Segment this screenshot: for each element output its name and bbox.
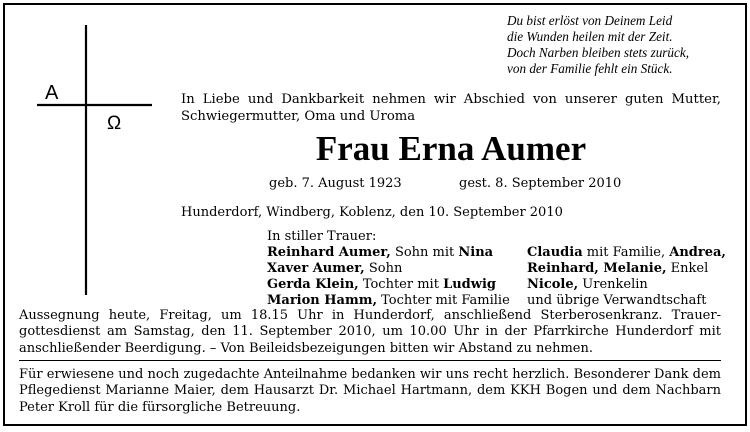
poem-line: von der Familie fehlt ein Stück. [507,61,673,76]
mourner-row: Gerda Klein, Tochter mit Ludwig [267,277,496,292]
mourner-row: Xaver Aumer, Sohn [267,261,403,276]
alpha-symbol: A [45,82,59,104]
thanks-text: Für erwiesene und noch zugedachte Anteilnahme bedanken wir uns recht herzlich. Besonderer Dank dem Pflegedienst Marianne Maier, dem Hausarzt Dr. Michael Hartmann, dem KKH Bogen und dem Nachbarn Peter Kroll für die fürsorgliche Betreuung. [19,367,721,415]
omega-symbol: Ω [107,113,122,134]
poem-line: die Wunden heilen mit der Zeit. [507,29,673,44]
mourner-row: Nicole, Urenkelin [527,277,648,292]
mourners-left-column [267,245,510,309]
cross-alpha-omega-icon [37,25,157,295]
mourner-row: Reinhard, Melanie, Enkel [527,261,709,276]
birth-date: geb. 7. August 1923 [269,176,402,191]
obituary-notice [3,3,747,426]
poem-line: Doch Narben bleiben stets zurück, [507,45,690,60]
mourners-heading: In stiller Trauer: [267,229,377,244]
place-and-date: Hunderdorf, Windberg, Koblenz, den 10. September 2010 [181,205,563,220]
mourner-row: Reinhard Aumer, Sohn mit Nina [267,245,494,260]
mourner-row: Claudia mit Familie, Andrea, [527,245,726,260]
deceased-name: Frau Erna Aumer [315,129,587,168]
mourner-row: Marion Hamm, Tochter mit Familie [267,293,510,308]
service-details: Aussegnung heute, Freitag, um 18.15 Uhr in Hunderdorf, anschließend Sterberosenkranz. Trauergottesdienst am Samstag, den 11. September 2010, um 10.00 Uhr in der Pfarrkirche Hunderdorf mit anschließender Beerdigung. – Von Beileidsbezeigungen bitten wir Abstand zu nehmen. [19,308,721,356]
mourners-right-column [527,245,726,309]
mourner-row: und übrige Verwandtschaft [527,293,707,308]
poem [507,13,737,77]
intro-text: In Liebe und Dankbarkeit nehmen wir Abschied von unserer guten Mutter, Schwiegermutter, Oma und Uroma [181,92,721,124]
death-date: gest. 8. September 2010 [459,176,622,191]
divider [19,360,721,361]
poem-line: Du bist erlöst von Deinem Leid [507,13,673,28]
